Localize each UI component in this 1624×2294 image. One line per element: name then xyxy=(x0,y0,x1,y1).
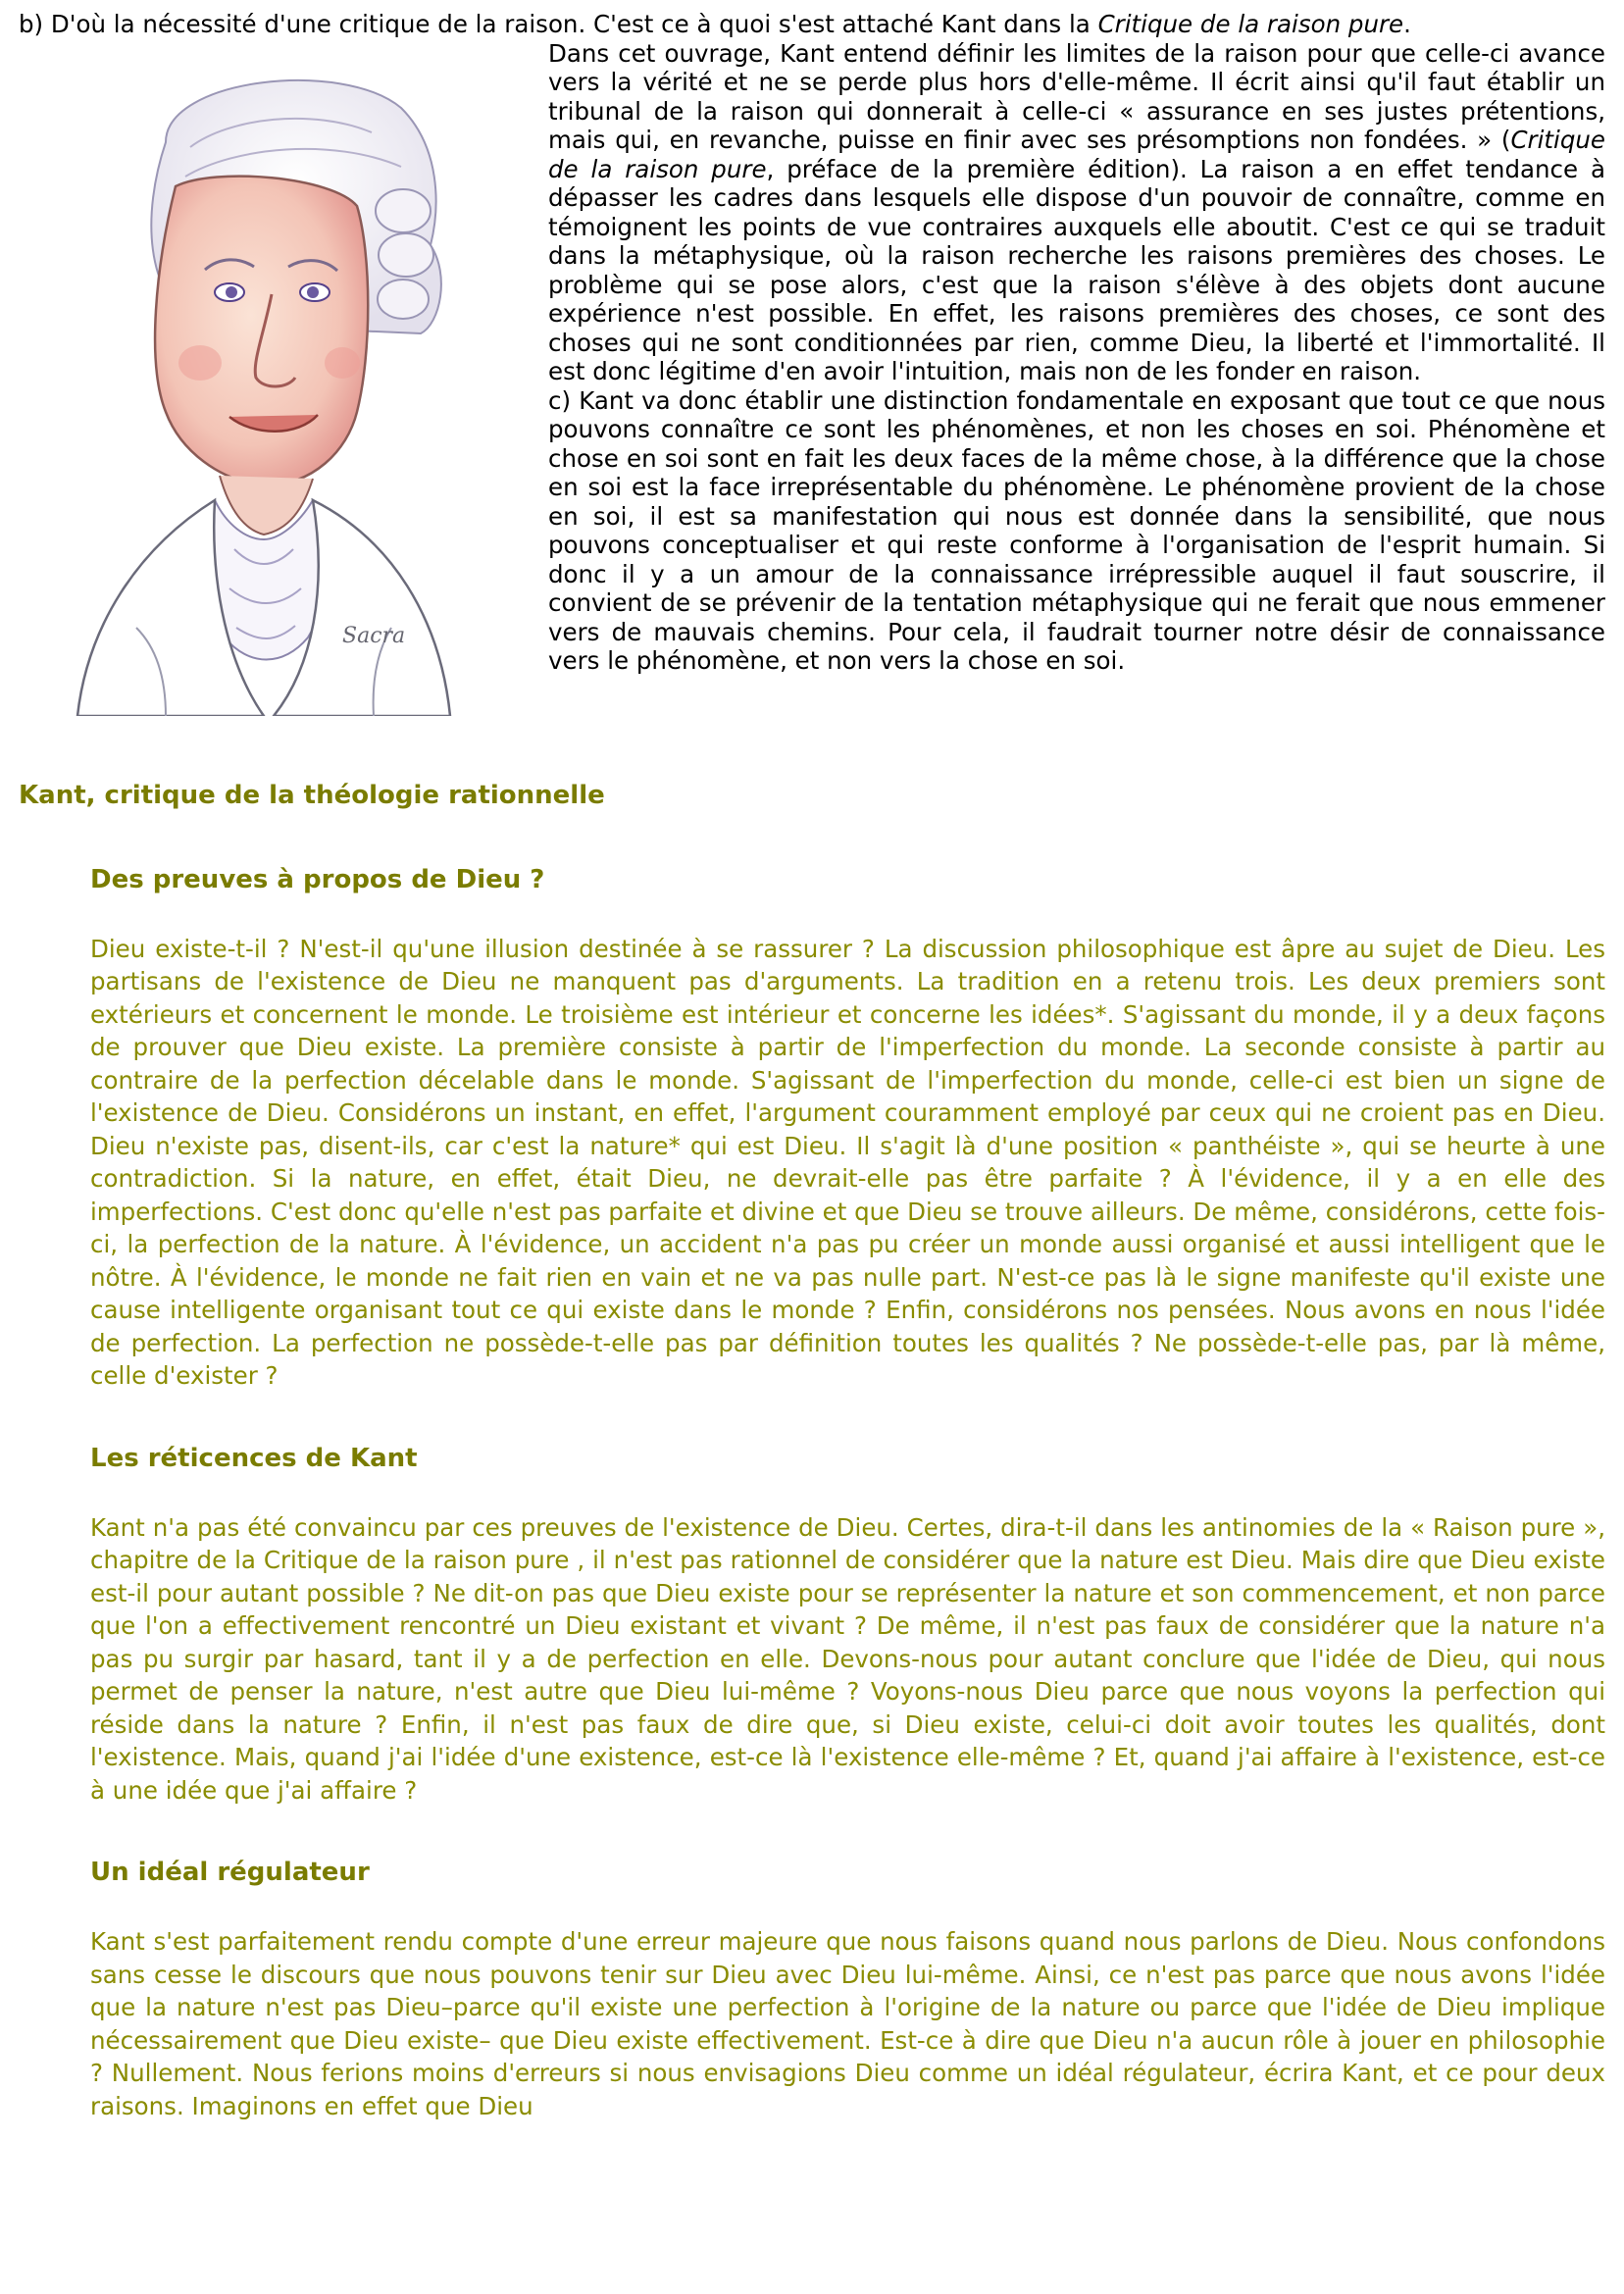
kant-caricature-image xyxy=(19,39,529,716)
intro-first-line-end: . xyxy=(1403,10,1411,38)
subsection-heading: Les réticences de Kant xyxy=(90,1443,418,1473)
intro-first-line xyxy=(19,10,1605,39)
kant-caricature-drawing xyxy=(19,39,529,716)
subsection-heading: Un idéal régulateur xyxy=(90,1858,370,1887)
intro-paragraph-b-part2: , préface de la première édition). La raison a en effet tendance à dépasser les cadres dans lesquels elle dispose d'un pouvoir de connaître, comme en témoignent les points de vue contraires auxquels elle aboutit. C'est ce qui se traduit dans la métaphysique, où la raison recherche les raisons premières des choses. Le problème qui se pose alors, c'est que la raison s'élève à des objets dont aucune expérience n'est possible. En effet, les raisons premières des choses, ce sont des choses qui ne sont conditionnées par rien, comme Dieu, la liberté et l'immortalité. Il est donc légitime d'en avoir l'intuition, mais non de les fonder en raison. xyxy=(548,154,1605,385)
intro-paragraph-b-title: Critique de la raison pure xyxy=(548,126,1605,183)
intro-first-line-text: b) D'où la nécessité d'une critique de la raison. C'est ce à quoi s'est attaché Kant dans la xyxy=(19,10,1098,38)
subsection-list xyxy=(90,863,1605,2123)
intro-paragraph-c: c) Kant va donc établir une distinction fondamentale en exposant que tout ce que nous pouvons connaître ce sont les phénomènes, et non les choses en soi. Phénomène et chose en soi sont en fait les deux faces de la même chose, à la différence que la chose en soi est la face irreprésentable du phénomène. Le phénomène provient de la chose en soi, il est sa manifestation qui nous est donnée dans la sensibilité, que nous pouvons conceptualiser et qui reste conforme à l'organisation de l'esprit humain. Si donc il y a un amour de la connaissance irrépressible auquel il faut souscrire, il convient de se prévenir de la tentation métaphysique qui ne ferait que nous emmener vers de mauvais chemins. Pour cela, il faudrait tourner notre désir de connaissance vers le phénomène, et non vers la chose en soi. xyxy=(548,385,1605,675)
subsection-heading: Des preuves à propos de Dieu ? xyxy=(90,864,545,894)
subsection-body: Kant n'a pas été convaincu par ces preuves de l'existence de Dieu. Certes, dira-t-il dans les antinomies de la « Raison pure », chapitre de la Critique de la raison pure , il n'est pas rationnel de considérer que la nature est Dieu. Mais dire que Dieu existe est-il pour autant possible ? Ne dit-on pas que Dieu existe pour se représenter la nature et son commencement, et non parce que l'on a effectivement rencontré un Dieu existant et vivant ? De même, il n'est pas faux de considérer que la nature n'a pas pu surgir par hasard, tant il y a de perfection en elle. Devons-nous pour autant conclure que l'idée de Dieu, qui nous permet de penser la nature, n'est autre que Dieu lui-même ? Voyons-nous Dieu parce que nous voyons la perfection qui réside dans la nature ? Enfin, il n'est pas faux de dire que, si Dieu existe, celui-ci doit avoir toutes les qualités, dont l'existence. Mais, quand j'ai l'idée d'une existence, est-ce là l'existence elle-même ? Et, quand j'ai affaire à l'existence, est-ce à une idée que j'ai affaire ? xyxy=(90,1512,1605,1805)
section-title: Kant, critique de la théologie rationnelle xyxy=(19,780,605,810)
intro-first-line-title: Critique de la raison pure xyxy=(1097,10,1404,38)
artist-signature: Sacra xyxy=(342,623,406,648)
subsection-body: Kant s'est parfaitement rendu compte d'une erreur majeure que nous faisons quand nous parlons de Dieu. Nous confondons sans cesse le discours que nous pouvons tenir sur Dieu avec Dieu lui-même. Ainsi, ce n'est pas parce que nous avons l'idée que la nature n'est pas Dieu–parce qu'il existe une perfection à l'origine de la nature ou parce que l'idée de Dieu implique nécessairement que Dieu existe– que Dieu existe effectivement. Est-ce à dire que Dieu n'a aucun rôle à jouer en philosophie ? Nullement. Nous ferions moins d'erreurs si nous envisagions Dieu comme un idéal régulateur, écrira Kant, et ce pour deux raisons. Imaginons en effet que Dieu xyxy=(90,1927,1605,2120)
document-page xyxy=(19,10,1605,2122)
intro-paragraph-b-part1: Dans cet ouvrage, Kant entend définir les limites de la raison pour que celle-ci avance vers la vérité et ne se perde plus hors d'elle-même. Il écrit ainsi qu'il faut établir un tribunal de la raison qui donnerait à celle-ci « assurance en ses justes prétentions, mais qui, en revanche, puisse en finir avec ses présomptions non fondées. » ( xyxy=(548,38,1605,154)
subsection-body: Dieu existe-t-il ? N'est-il qu'une illusion destinée à se rassurer ? La discussion philosophique est âpre au sujet de Dieu. Les partisans de l'existence de Dieu ne manquent pas d'arguments. La tradition en a retenu trois. Les deux premiers sont extérieurs et concernent le monde. Le troisième est intérieur et concerne les idées*. S'agissant du monde, il y a deux façons de prouver que Dieu existe. La première consiste à partir de l'imperfection du monde. La seconde consiste à partir au contraire de la perfection décelable dans le monde. S'agissant de l'imperfection du monde, celle-ci est bien un signe de l'existence de Dieu. Considérons un instant, en effet, l'argument couramment employé par ceux qui ne croient pas en Dieu. Dieu n'existe pas, disent-ils, car c'est la nature* qui est Dieu. Il s'agit là d'une position « panthéiste », qui se heurte à une contradiction. Si la nature, en effet, était Dieu, ne devrait-elle pas être parfaite ? À l'évidence, il y a en elle des imperfections. C'est donc qu'elle n'est pas parfaite et divine et que Dieu se trouve ailleurs. De même, considérons, cette fois-ci, la perfection de la nature. À l'évidence, un accident n'a pas pu créer un monde aussi organisé et aussi intelligent que le nôtre. À l'évidence, le monde ne fait rien en vain et ne va pas nulle part. N'est-ce pas là le signe manifeste qu'il existe une cause intelligente organisant tout ce qui existe dans le monde ? Enfin, considérons nos pensées. Nous avons en nous l'idée de perfection. La perfection ne possède-t-elle pas par définition toutes les qualités ? Ne possède-t-elle pas, par là même, celle d'exister ? xyxy=(90,934,1605,1390)
